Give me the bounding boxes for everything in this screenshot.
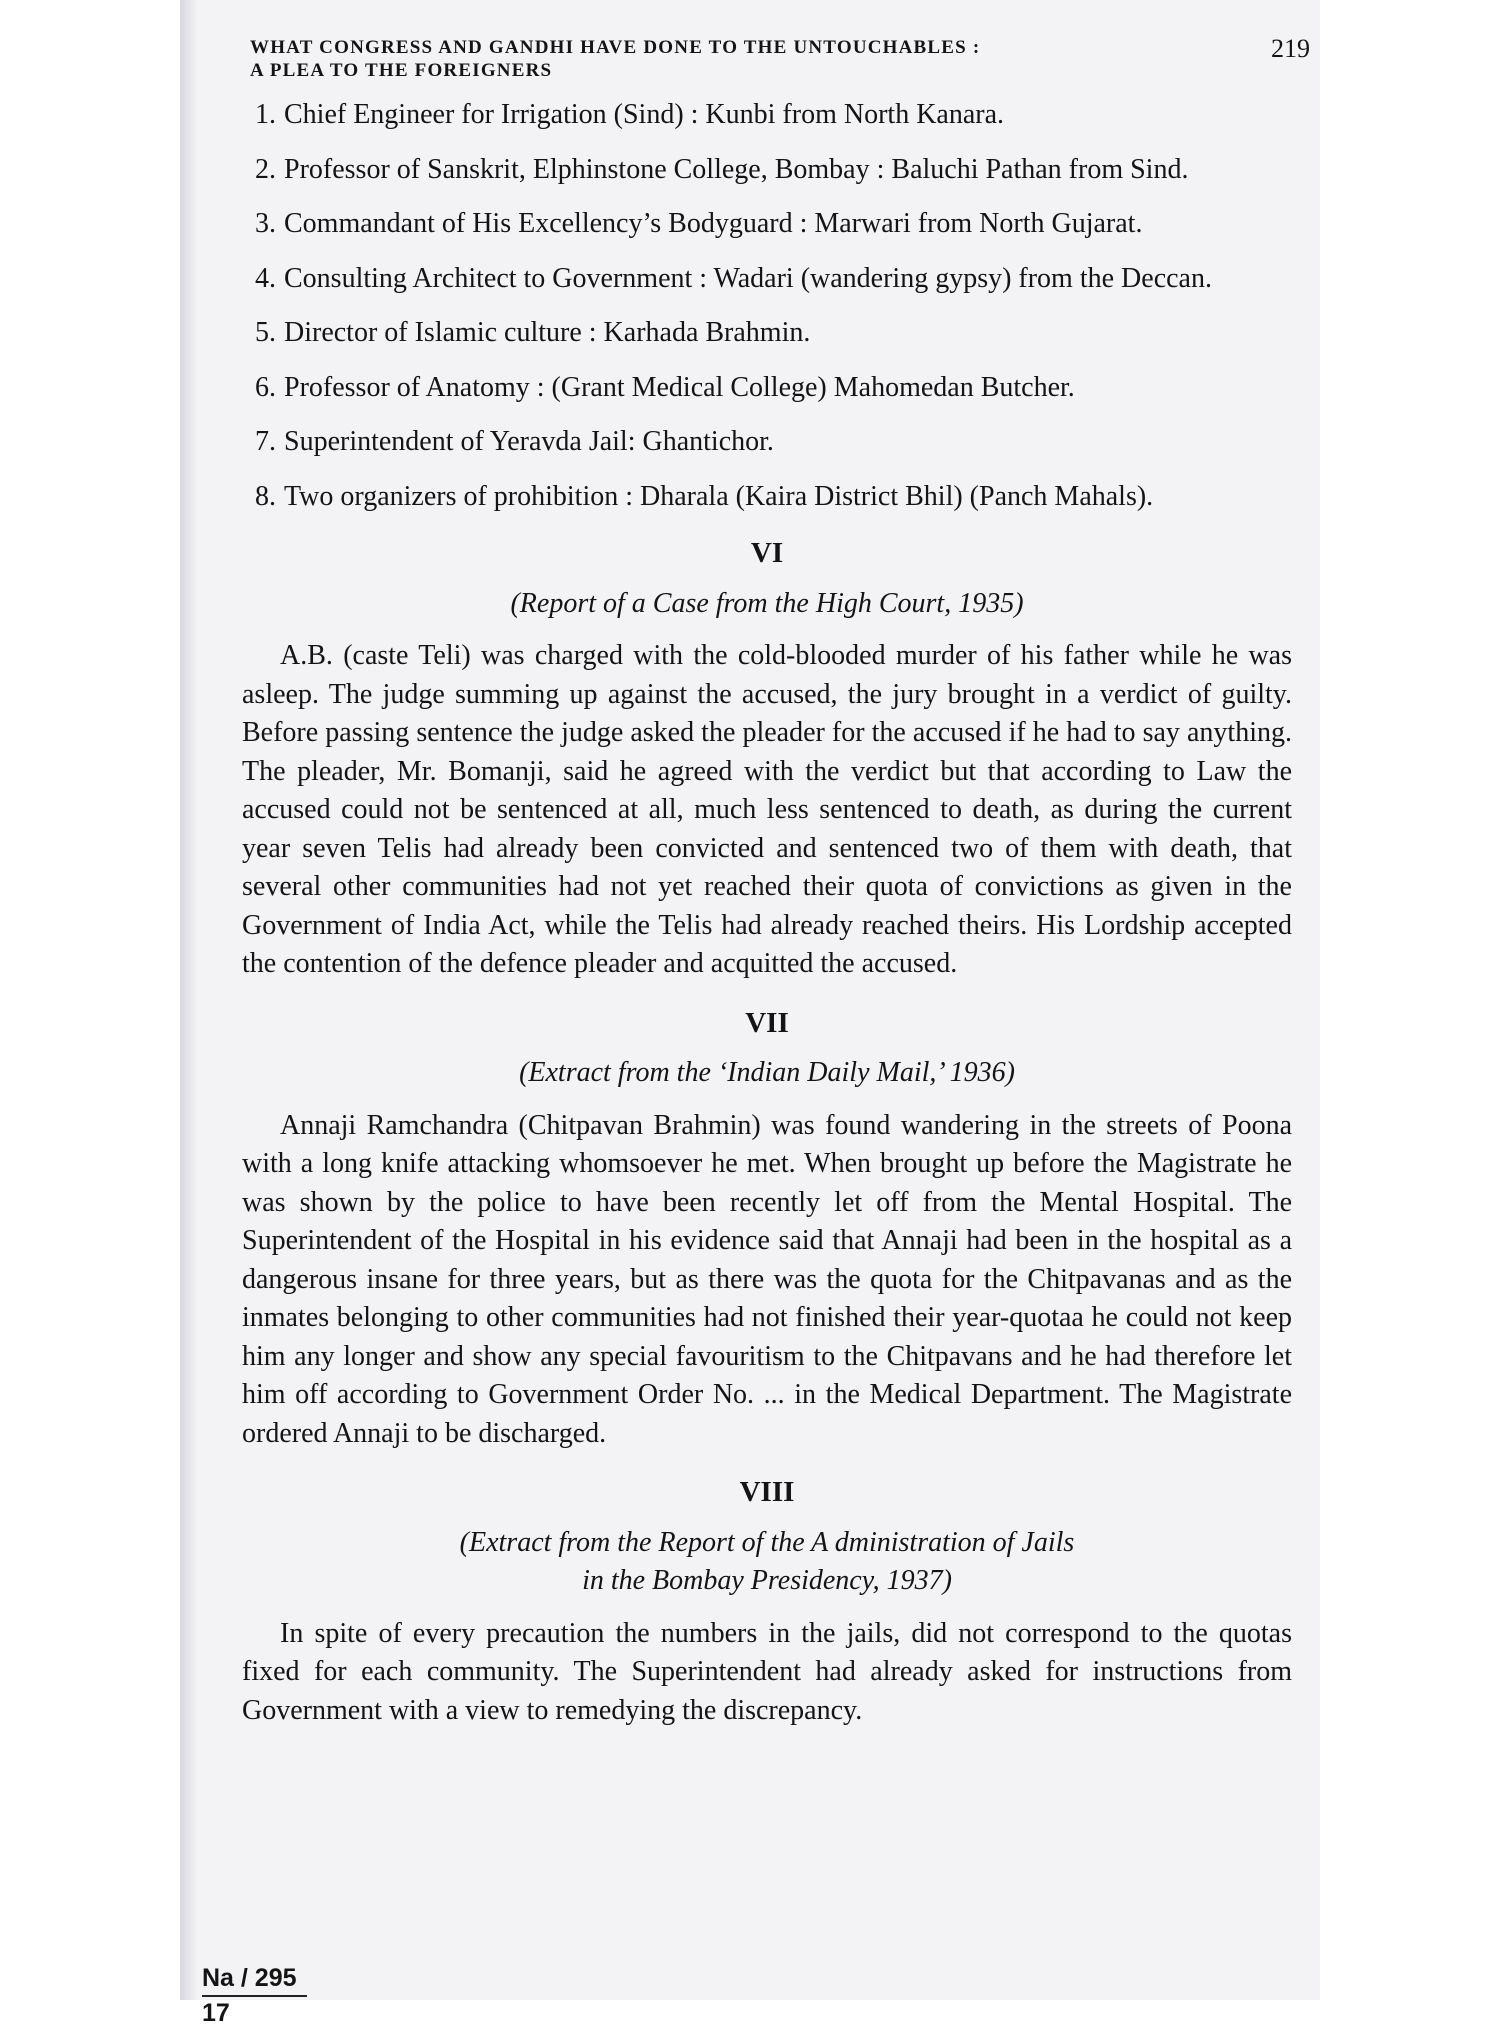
running-title-line1: WHAT CONGRESS AND GANDHI HAVE DONE TO THE UNTOUCHABLES : (250, 37, 981, 58)
list-item (242, 314, 1292, 353)
list-item-number: 7. (255, 426, 276, 457)
list-item (242, 205, 1292, 244)
appointments-list (242, 96, 1292, 516)
list-item-text: Chief Engineer for Irrigation (Sind) : Kunbi from North Kanara. (284, 99, 1005, 130)
list-item (242, 423, 1292, 462)
section-caption-viii (242, 1524, 1292, 1601)
section-number-vi: VI (750, 537, 784, 569)
list-item (242, 478, 1292, 517)
list-item (242, 151, 1292, 190)
list-item-text: Commandant of His Excellency’s Bodyguard : Marwari from North Gujarat. (284, 208, 1143, 239)
list-item-number: 4. (255, 262, 276, 294)
page-content (242, 96, 1292, 1750)
list-item-text: Superintendent of Yeravda Jail: Ghantichor. (284, 426, 774, 457)
gutter-shadow (180, 0, 198, 2000)
print-signature (202, 1963, 307, 2028)
page-number: 219 (1271, 34, 1310, 63)
signature-rule (202, 1995, 307, 1997)
section-paragraph-vii: Annaji Ramchandra (Chitpavan Brahmin) was found wandering in the streets of Poona with a long knife attacking whomsoever he met. When brought up before the Magistrate he was shown by the police to have been recently let off from the Mental Hospital. The Superintendent of the Hospital in his evidence said that Annaji had been in the hospital as a dangerous insane for three years, but as there was the quota for the Chitpavanas and as the inmates belonging to other communities had not finished their year-quotaa he could not keep him any longer and show any special favouritism to the Chitpavans and he had therefore let him off according to Government Order No. ... in the Medical Department. The Magistrate ordered Annaji to be discharged. (242, 1109, 1292, 1449)
section-paragraph-viii: In spite of every precaution the numbers in the jails, did not correspond to the quotas fixed for each community. The Superintendent had already asked for instructions from Government with a view to remedying the discrepancy. (242, 1617, 1292, 1726)
list-item-text: Professor of Anatomy : (Grant Medical College) Mahomedan Butcher. (284, 371, 1075, 403)
list-item (242, 96, 1292, 135)
list-item-number: 2. (255, 153, 276, 185)
list-item-number: 1. (255, 99, 276, 130)
section-paragraph-vi: A.B. (caste Teli) was charged with the cold-blooded murder of his father while he was asleep. The judge summing up against the accused, the jury brought in a verdict of guilty. Before passing sentence the judge asked the pleader for the accused if he had to say anything. The pleader, Mr. Bomanji, said he agreed with the verdict but that according to Law the accused could not be sentenced at all, much less sentenced to death, as during the current year seven Telis had already been convicted and sentenced two of them with death, that several other communities had not yet reached their quota of convictions as given in the Government of India Act, while the Telis had already reached theirs. His Lordship accepted the contention of the defence pleader and acquitted the accused. (242, 640, 1292, 979)
list-item-number: 3. (255, 208, 276, 239)
section-caption-vi: (Report of a Case from the High Court, 1935) (510, 587, 1024, 619)
list-item-text: Two organizers of prohibition : Dharala (Kaira District Bhil) (Panch Mahals). (284, 480, 1154, 512)
list-item-number: 5. (255, 317, 276, 348)
sheet-number: 17 (202, 1999, 230, 2027)
running-header (250, 36, 1300, 82)
section-caption-viii-line2: in the Bombay Presidency, 1937) (582, 1565, 952, 1596)
signature-mark: Na / 295 (202, 1964, 297, 1992)
section-caption-viii-line1: (Extract from the Report of the A dministration of Jails (459, 1526, 1075, 1558)
section-number-vii: VII (745, 1006, 789, 1039)
section-number-viii: VIII (739, 1476, 795, 1508)
section-caption-vii: (Extract from the ‘Indian Daily Mail,’ 1936) (519, 1057, 1015, 1088)
list-item (242, 369, 1292, 408)
list-item (242, 260, 1292, 299)
list-item-text: Director of Islamic culture : Karhada Brahmin. (284, 317, 811, 348)
list-item-number: 6. (255, 371, 276, 403)
running-title-line2: A PLEA TO THE FOREIGNERS (250, 60, 553, 81)
list-item-text: Professor of Sanskrit, Elphinstone College, Bombay : Baluchi Pathan from Sind. (284, 153, 1189, 185)
list-item-text: Consulting Architect to Government : Wadari (wandering gypsy) from the Deccan. (284, 262, 1212, 294)
list-item-number: 8. (255, 480, 276, 512)
